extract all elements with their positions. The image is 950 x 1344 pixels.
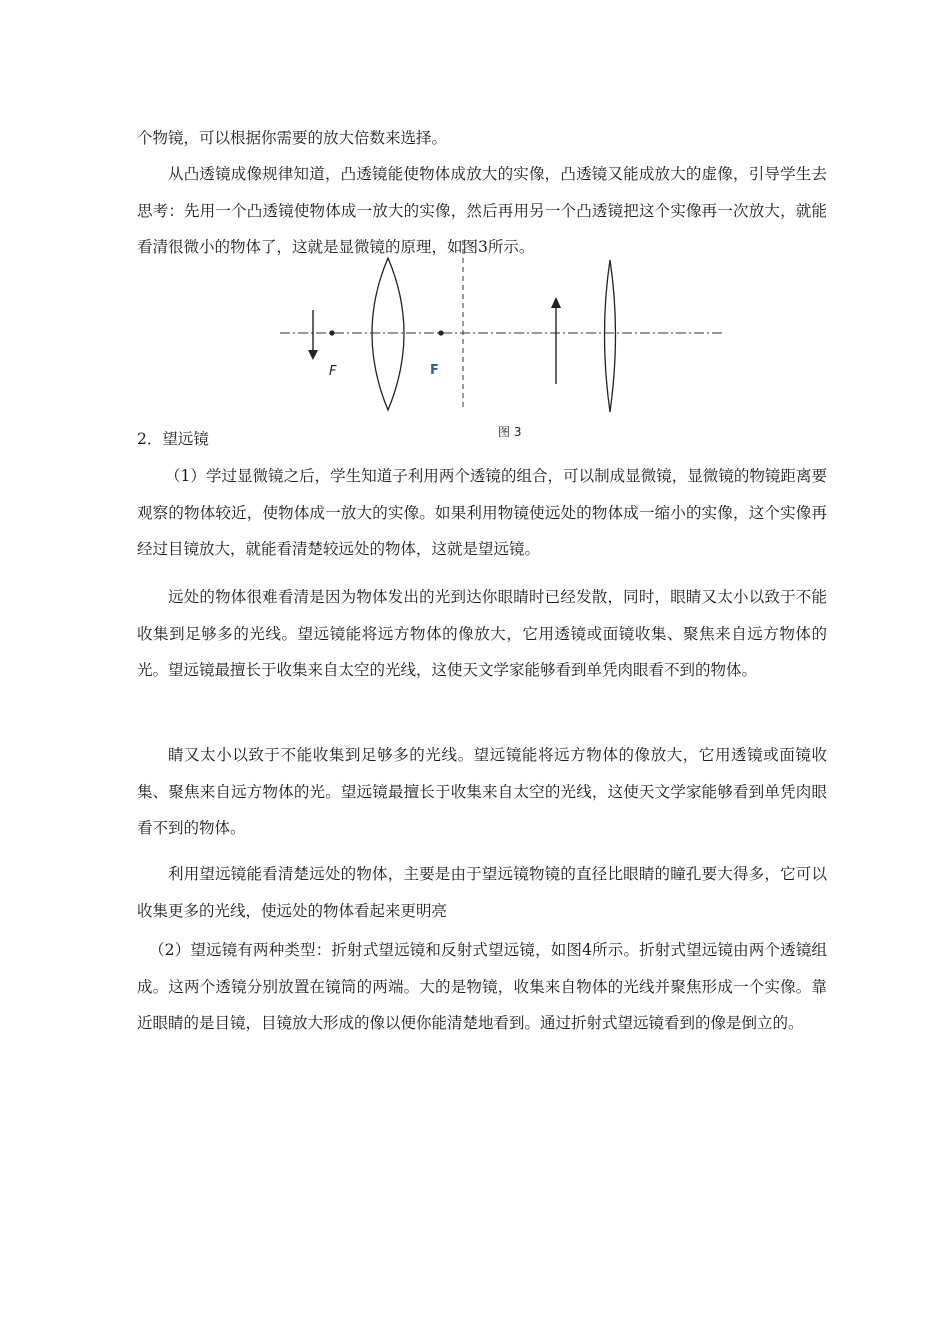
figure-3-diagram — [270, 238, 740, 438]
focal-point-1 — [329, 330, 334, 335]
object-arrowhead — [308, 350, 318, 360]
paragraph-1: 个物镜，可以根据你需要的放大倍数来选择。 — [137, 129, 448, 147]
paragraph-4: 远处的物体很难看清是因为物体发出的光到达你眼睛时已经发散，同时，眼睛又太小以致于不能收集到足够多的光线。望远镜能将远方物体的像放大，它用透镜或面镜收集、聚焦来自远方物体的光。望远镜最擅长于收集来自太空的光线，这使天文学家能够看到单凭肉眼看不到的物体。 — [137, 588, 827, 679]
objective-lens — [372, 258, 404, 410]
paragraph-2: 从凸透镜成像规律知道，凸透镜能使物体成放大的实像，凸透镜又能成放大的虚像，引导学生去思考：先用一个凸透镜使物体成一放大的实像，然后再用另一个凸透镜把这个实像再一次放大，就能看清很微小的物体了，这就是显微镜的原理，如图3所示。 — [137, 165, 827, 256]
paragraph-5: 睛又太小以致于不能收集到足够多的光线。望远镜能将远方物体的像放大，它用透镜或面镜收集、聚焦来自远方物体的光。望远镜最擅长于收集来自太空的光线，这使天文学家能够看到单凭肉眼看不到的物体。 — [137, 746, 827, 837]
figure-3-caption: 图 3 — [498, 425, 522, 439]
image-arrowhead — [551, 297, 561, 308]
eyepiece-lens — [605, 260, 616, 412]
paragraph-3: （1）学过显微镜之后，学生知道子利用两个透镜的组合，可以制成显微镜，显微镜的物镜距离要观察的物体较近，使物体成一放大的实像。如果利用物镜使远处的物体成一缩小的实像，这个实像再经过目镜放大，就能看清楚较远处的物体，这就是望远镜。 — [137, 467, 827, 558]
paragraph-6: 利用望远镜能看清楚远处的物体，主要是由于望远镜物镜的直径比眼睛的瞳孔要大得多，它可以收集更多的光线，使远处的物体看起来更明亮 — [137, 865, 827, 920]
paragraph-7: （2）望远镜有两种类型：折射式望远镜和反射式望远镜，如图4所示。折射式望远镜由两个透镜组成。这两个透镜分别放置在镜筒的两端。大的是物镜，收集来自物体的光线并聚焦形成一个实像。靠近眼睛的是目镜，目镜放大形成的像以便你能清楚地看到。通过折射式望远镜看到的像是倒立的。 — [137, 941, 827, 1032]
focal-point-2 — [438, 330, 443, 335]
focal-label-1: F — [329, 364, 337, 379]
focal-label-2: F — [430, 363, 439, 378]
section-heading-telescope: 2．望远镜 — [137, 430, 209, 448]
